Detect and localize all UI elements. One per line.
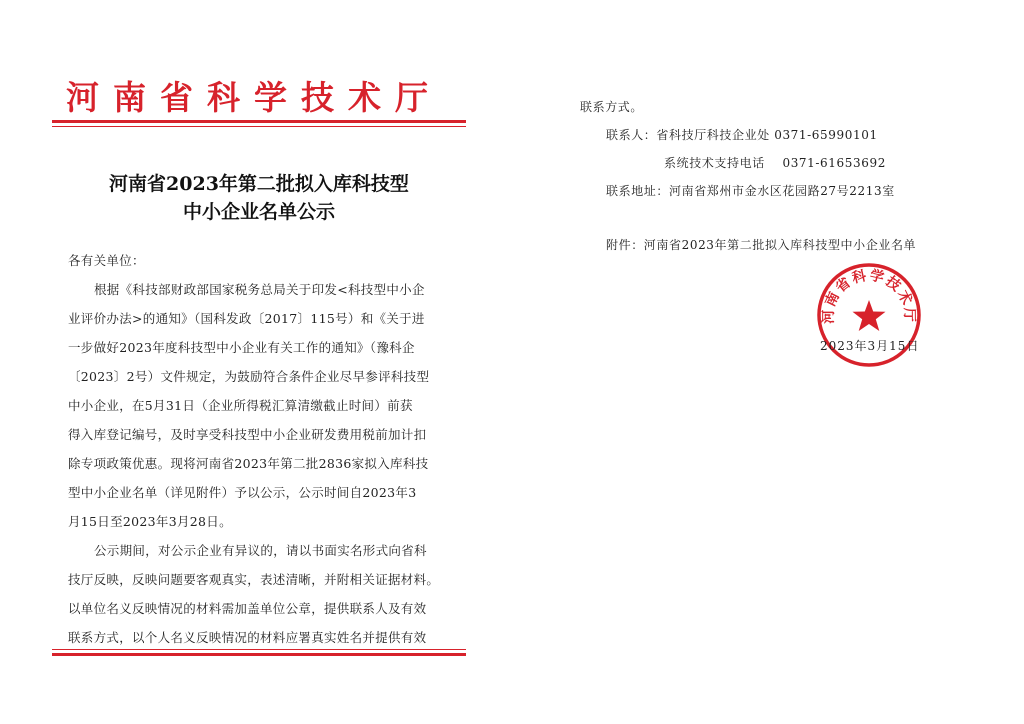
body-line: 以单位名义反映情况的材料需加盖单位公章，提供联系人及有效	[68, 601, 427, 616]
document-title	[52, 170, 466, 226]
footer-rule-thin	[52, 649, 466, 650]
document-title-line1: 河南省2023年第二批拟入库科技型	[109, 173, 409, 195]
body-line: 一步做好2023年度科技型中小企业有关工作的通知》（豫科企	[68, 340, 415, 355]
letterhead-rule-thin	[52, 126, 466, 127]
body-line: 型中小企业名单（详见附件）予以公示，公示时间自2023年3	[68, 485, 417, 500]
salutation: 各有关单位：	[68, 253, 145, 268]
body-line: 〔2023〕2号）文件规定，为鼓励符合条件企业尽早参评科技型	[68, 369, 430, 384]
footer-rule-thick	[52, 653, 466, 656]
contact-person: 联系人：省科技厅科技企业处 0371-65990101	[606, 128, 878, 142]
contact-intro: 联系方式。	[580, 100, 644, 114]
attachment-note: 附件：河南省2023年第二批拟入库科技型中小企业名单	[606, 238, 917, 252]
document-title-line2: 中小企业名单公示	[182, 201, 335, 223]
body-line: 联系方式，以个人名义反映情况的材料应署真实姓名并提供有效	[68, 630, 427, 645]
agency-letterhead: 河南省科学技术厅	[66, 78, 442, 117]
body-line: 除专项政策优惠。现将河南省2023年第二批2836家拟入库科技	[68, 456, 429, 471]
body-line: 公示期间，对公示企业有异议的，请以书面实名形式向省科	[94, 543, 427, 558]
contact-address: 联系地址：河南省郑州市金水区花园路27号2213室	[606, 184, 895, 198]
body-line: 技厅反映，反映问题要客观真实，表述清晰，并附相关证据材料。	[68, 572, 440, 587]
body-paragraph-1	[68, 275, 429, 536]
letterhead-rule-thick	[52, 120, 466, 123]
body-line: 中小企业，在5月31日（企业所得税汇算清缴截止时间）前获	[68, 398, 413, 413]
seal-star-icon	[853, 300, 886, 331]
seal-text: 河南省科学技术厅	[820, 267, 918, 324]
body-paragraph-2	[68, 536, 439, 652]
tech-support-phone: 系统技术支持电话 0371-61653692	[664, 156, 886, 170]
issue-date: 2023年3月15日	[820, 339, 920, 353]
body-line: 得入库登记编号，及时享受科技型中小企业研发费用税前加计扣	[68, 427, 427, 442]
body-line: 月15日至2023年3月28日。	[68, 514, 232, 529]
body-line: 业评价办法>的通知》（国科发政〔2017〕115号）和《关于进	[68, 311, 425, 326]
body-line: 根据《科技部财政部国家税务总局关于印发<科技型中小企	[94, 282, 425, 297]
